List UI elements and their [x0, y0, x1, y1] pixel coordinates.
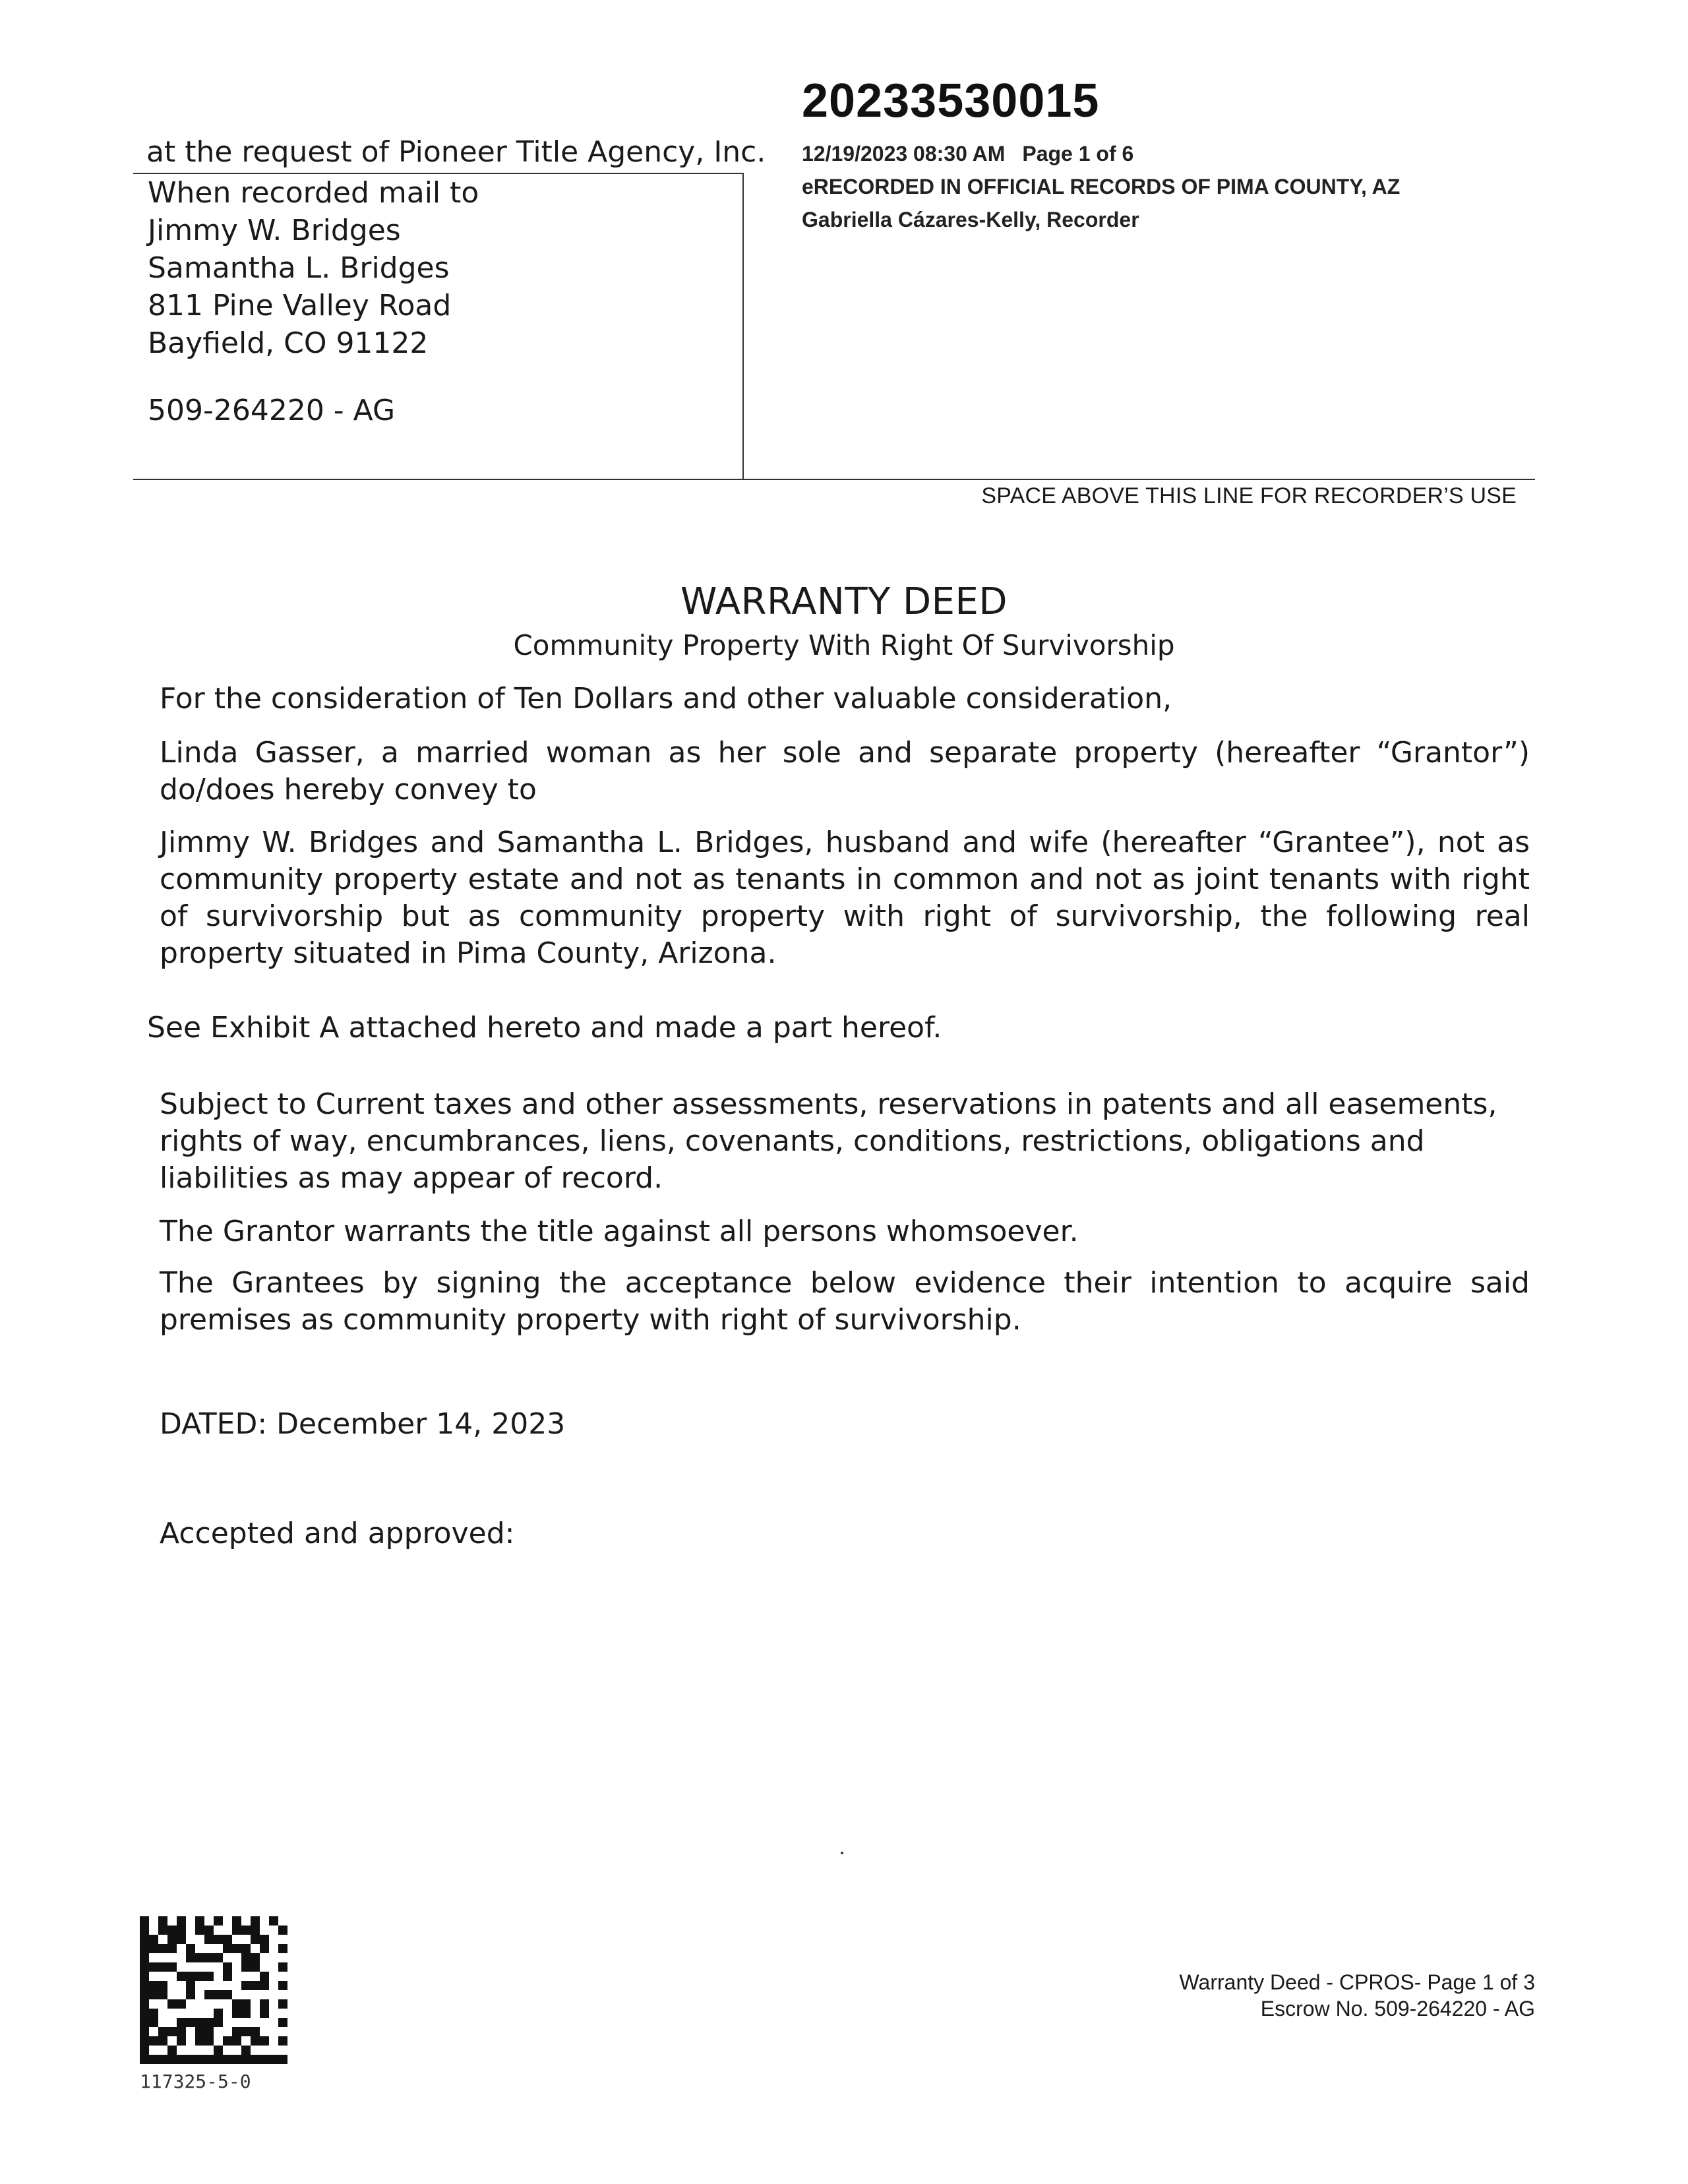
recorder-name: Gabriella Cázares-Kelly, Recorder [802, 208, 1139, 231]
mail-to-name-2: Samantha L. Bridges [148, 251, 450, 285]
document-number: 20233530015 [802, 75, 1100, 127]
recording-page-info: Page 1 of 6 [1022, 142, 1134, 166]
barcode-id: 117325-5-0 [140, 2071, 251, 2092]
mail-to-city: Bayfield, CO 91122 [148, 326, 429, 360]
recording-datetime: 12/19/2023 08:30 AM [802, 142, 1006, 166]
recorded-official-line: eRECORDED IN OFFICIAL RECORDS OF PIMA COUNTY, AZ [802, 175, 1401, 198]
deed-title: WARRANTY DEED [680, 580, 1008, 623]
recorder-divider [133, 479, 1535, 480]
mail-to-heading: When recorded mail to [148, 176, 479, 210]
recording-info [802, 137, 1400, 236]
mail-to-street: 811 Pine Valley Road [148, 289, 452, 322]
center-dot [841, 1852, 843, 1854]
page-footer [1180, 1969, 1535, 2022]
mail-to-address [148, 174, 479, 362]
recorder-use-caption: SPACE ABOVE THIS LINE FOR RECORDER’S USE [981, 483, 1517, 508]
warranty-paragraph: The Grantor warrants the title against all persons whomsoever. [160, 1215, 1079, 1248]
accepted-line: Accepted and approved: [160, 1517, 515, 1550]
footer-form-line: Warranty Deed - CPROS- Page 1 of 3 [1179, 1970, 1535, 1994]
dated-line: DATED: December 14, 2023 [160, 1407, 566, 1441]
datamatrix-barcode [140, 1916, 287, 2064]
grantee-paragraph: Jimmy W. Bridges and Samantha L. Bridges, husband and wife (hereafter “Grantee”), not as community property estate and not as tenants in common and not as joint tenants with right of survivorship but as community property with right of survivorship, the following real property situated in Pima County, Arizona. [160, 826, 1530, 970]
recording-datetime-line [802, 137, 1400, 170]
request-line: at the request of Pioneer Title Agency, Inc. [146, 135, 766, 169]
exhibit-paragraph: See Exhibit A attached hereto and made a part hereof. [147, 1011, 942, 1045]
subject-to-paragraph: Subject to Current taxes and other assessments, reservations in patents and all easements, rights of way, encumbrances, liens, covenants, conditions, restrictions, obligations and liabilities as may appear of record. [160, 1087, 1497, 1195]
acceptance-paragraph: The Grantees by signing the acceptance below evidence their intention to acquire said premises as community property with right of survivorship. [160, 1266, 1530, 1337]
footer-escrow-line: Escrow No. 509-264220 - AG [1260, 1997, 1535, 2020]
mail-to-name-1: Jimmy W. Bridges [148, 214, 401, 247]
grantor-paragraph: Linda Gasser, a married woman as her sole and separate property (hereafter “Grantor”) do/does hereby convey to [160, 736, 1530, 806]
deed-subtitle: Community Property With Right Of Survivorship [513, 629, 1175, 661]
escrow-reference: 509-264220 - AG [148, 394, 396, 427]
consideration-paragraph: For the consideration of Ten Dollars and other valuable consideration, [160, 682, 1172, 715]
